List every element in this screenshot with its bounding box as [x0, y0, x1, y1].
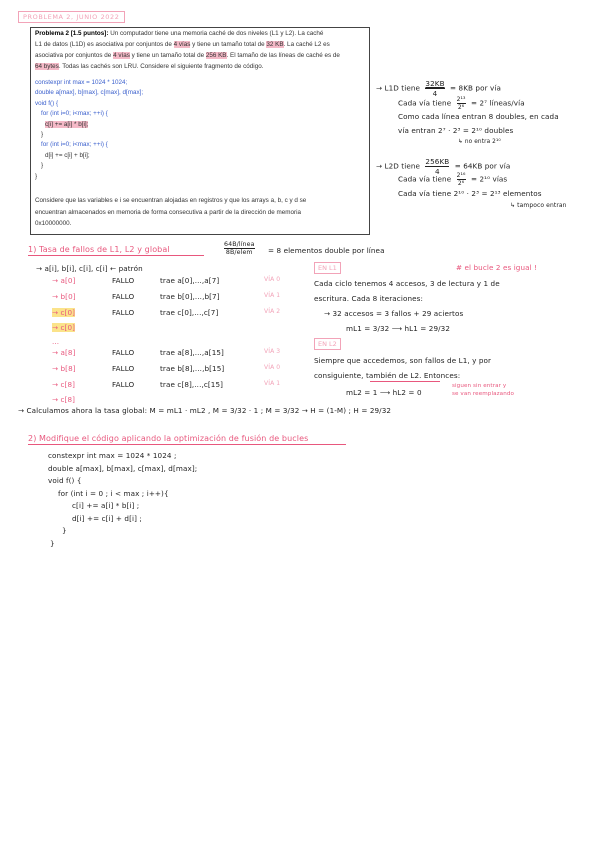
access-row	[52, 395, 302, 406]
access-row	[52, 308, 302, 319]
code-line: }	[50, 538, 55, 548]
access-row	[52, 323, 302, 334]
access-result: FALLO	[112, 292, 135, 301]
fraction-denominator: 2⁶	[457, 104, 465, 111]
l2-miss-rate: mL2 = 1 ⟶ hL2 = 0	[346, 388, 422, 397]
access-ref: → a[8]	[52, 348, 76, 357]
note-l2d-result: = 64KB por vía	[454, 161, 511, 171]
access-fetch: trae a[0],...,a[7]	[160, 276, 220, 285]
fraction-numerator: 2¹⁶	[456, 172, 466, 179]
section-1-underline	[28, 255, 204, 256]
problem-line-3-b: y tiene un tamaño total de	[129, 52, 206, 59]
code-line-text: c[i] += a[i] * b[i];	[45, 120, 89, 128]
section-1-fraction-result: = 8 elementos double por línea	[268, 246, 385, 255]
code-line: void f() {	[35, 99, 59, 107]
code-line: void f() {	[48, 476, 82, 485]
l2-text-1: Siempre que accedemos, son fallos de L1, y por	[314, 356, 492, 365]
code-line: }	[41, 131, 44, 139]
access-ref: → b[0]	[52, 292, 76, 301]
section-2-underline	[28, 444, 346, 445]
access-fetch: trae b[8],...,b[15]	[160, 364, 225, 373]
fraction-denominator: 4	[432, 89, 438, 98]
note-l2d-tampoco: ↳ tampoco entran	[510, 202, 567, 209]
access-row	[52, 292, 302, 303]
note-l2d-lines-per-way	[398, 172, 507, 187]
l1-text-1: Cada ciclo tenemos 4 accesos, 3 de lectura y 1 de	[314, 279, 500, 288]
fraction-denominator: 4	[435, 167, 440, 176]
code-line: for (int i=0; i<max; ++i) {	[41, 141, 108, 149]
problem-title: Problema 2 [1.5 puntos]:	[35, 30, 109, 37]
problem-line-1	[35, 29, 323, 39]
fraction-numerator: 64B/línea	[224, 241, 255, 248]
fraction-numerator: 32KB	[425, 79, 445, 88]
note-line: se van reemplazando	[452, 391, 515, 397]
access-fetch: trae c[0],...,c[7]	[160, 308, 219, 317]
access-result: FALLO	[112, 364, 135, 373]
problem-line-2-b: y tiene un tamaño total de	[190, 41, 267, 48]
code-line: d[i] += c[i] + b[i];	[45, 151, 90, 159]
access-ref: → c[8]	[52, 395, 76, 404]
code-line-highlighted	[35, 120, 143, 130]
problem-line-2-a: L1 de datos (L1D) es asociativa por conjuntos de	[35, 41, 174, 48]
note-l1d-no-entra: ↳ no entra 2¹⁰	[458, 139, 501, 145]
l1-text-2: escritura. Cada 8 iteraciones:	[314, 294, 423, 303]
code-line: }	[41, 162, 44, 170]
access-way: VÍA 0	[264, 276, 281, 283]
code-line: double a[max], b[max], c[max], d[max];	[48, 463, 198, 473]
access-ref: → c[0]	[52, 323, 76, 332]
access-result: FALLO	[112, 308, 135, 317]
global-rate: → Calculamos ahora la tasa global: M = mL1 · mL2 , M = 3/32 · 1 ; M = 3/32 → H = (1-M) ; H = 29/32	[18, 406, 392, 415]
bucle-note: # el bucle 2 es igual !	[456, 263, 538, 272]
note-l1d-doubles-line: Como cada línea entran 8 doubles, en cada	[398, 112, 559, 121]
note-l1d-result: = 8KB por vía	[450, 83, 501, 93]
l1-text-3: → 32 accesos = 3 fallos + 29 aciertos	[324, 309, 464, 318]
en-l2-tag: EN L2	[314, 338, 341, 350]
problem-line-4-rest: . Todas las cachés son LRU. Considere el siguiente fragmento de código.	[58, 63, 264, 70]
problem-line-2-c: . La caché L2 es	[283, 41, 330, 48]
fraction-numerator: 2¹³	[456, 96, 466, 103]
code-line: constexpr int max = 1024 * 1024;	[35, 79, 128, 86]
l2-side-note	[452, 382, 514, 398]
code-line: d[i] += c[i] + d[i] ;	[72, 513, 142, 523]
access-ref: → a[0]	[52, 276, 76, 285]
code-line: for (int i = 0 ; i < max ; i++){	[58, 488, 169, 498]
note-l2d-elements: Cada vía tiene 2¹⁰ · 2³ = 2¹³ elementos	[398, 189, 542, 198]
note-text: = 2⁷ líneas/vía	[470, 98, 525, 108]
problem-line-1-text: Un computador tiene una memoria caché de dos niveles (L1 y L2). La caché	[108, 30, 324, 37]
l2-underline	[370, 381, 440, 382]
access-row	[52, 380, 302, 391]
highlight-l1-ways: 4 vías	[173, 41, 191, 48]
problem-line-3	[35, 51, 340, 61]
l1-miss-rate: mL1 = 3/32 ⟶ hL1 = 29/32	[346, 324, 451, 333]
note-l2d-label: → L2D tiene	[376, 161, 421, 171]
fraction-denominator: 2⁶	[457, 180, 465, 187]
note-text: = 2¹⁰ vías	[470, 174, 508, 184]
l2-text-2: consiguiente, también de L2. Entonces:	[314, 371, 461, 380]
access-result: FALLO	[112, 380, 135, 389]
note-line: siguen sin entrar y	[452, 383, 507, 389]
problem-statement-box	[30, 27, 370, 235]
access-result: FALLO	[112, 348, 135, 357]
note-l1d-lines-per-way	[398, 96, 525, 111]
code-line: constexpr int max = 1024 * 1024 ;	[48, 451, 177, 460]
problem-code-block	[35, 78, 143, 182]
code-line: }	[62, 526, 67, 535]
access-fetch: trae a[8],...,a[15]	[160, 348, 224, 357]
header-tag: PROBLEMA 2, JUNIO 2022	[18, 11, 125, 23]
access-way: VÍA 2	[264, 308, 281, 315]
problem-footer-1: Considere que las variables e i se encuentran alojadas en registros y que los arrays a, b, c y d se	[35, 197, 307, 204]
access-row	[52, 348, 302, 359]
code-line: double a[max], b[max], c[max], d[max];	[35, 89, 144, 97]
code-line: }	[35, 172, 38, 180]
problem-line-2	[35, 40, 330, 50]
note-text: Cada vía tiene	[398, 174, 452, 184]
section-2-code	[48, 450, 197, 550]
access-ref: → b[8]	[52, 364, 76, 373]
access-ref: → c[8]	[52, 380, 76, 389]
access-ref: ...	[52, 337, 60, 346]
fraction-l1d-lines	[457, 96, 466, 111]
access-result: FALLO	[112, 276, 135, 285]
access-way: VÍA 0	[264, 364, 281, 371]
access-row	[52, 276, 302, 287]
code-line: c[i] += a[i] * b[i] ;	[72, 501, 140, 510]
code-line: for (int i=0; i<max; ++i) {	[41, 110, 108, 118]
fraction-l2d-lines	[457, 172, 466, 187]
section-2-title: 2) Modifique el código aplicando la optimización de fusión de bucles	[28, 434, 309, 443]
fraction-numerator: 256KB	[425, 157, 450, 166]
problem-footer-2: encuentran almacenados en memoria de forma consecutiva a partir de la dirección de memoria	[35, 209, 302, 216]
access-pattern: → a[i], b[i], c[i], c[i] ← patrón	[36, 264, 143, 273]
access-row	[52, 364, 302, 375]
access-fetch: trae c[8],...,c[15]	[160, 380, 224, 389]
access-way: VÍA 3	[264, 348, 281, 355]
problem-line-3-a: asociativa por conjuntos de	[35, 52, 114, 59]
section-1-fraction	[224, 241, 255, 256]
access-way: VÍA 1	[264, 380, 281, 387]
highlight-l2-ways: 4 vías	[113, 52, 130, 59]
section-1-title: 1) Tasa de fallos de L1, L2 y global	[28, 245, 170, 254]
en-l1-tag: EN L1	[314, 262, 341, 274]
access-row	[52, 337, 302, 348]
highlight-l2-size: 256 KB	[205, 52, 227, 59]
highlight-l1-size: 32 KB	[266, 41, 284, 48]
note-text: no entra 2¹⁰	[464, 139, 501, 145]
access-ref: → c[0]	[52, 308, 76, 317]
note-text: tampoco entran	[517, 202, 567, 209]
problem-line-3-c: . El tamaño de las líneas de caché es de	[226, 52, 340, 59]
note-l1d-doubles-per-way: vía entran 2⁷ · 2³ = 2¹⁰ doubles	[398, 126, 514, 135]
note-text: Cada vía tiene	[398, 98, 452, 108]
problem-line-4	[35, 62, 263, 72]
fraction-denominator: 8B/elem	[225, 249, 253, 256]
highlight-line-size: 64 bytes	[35, 63, 59, 70]
problem-footer-3: 0x10000000.	[35, 220, 72, 227]
access-fetch: trae b[0],...,b[7]	[160, 292, 220, 301]
access-way: VÍA 1	[264, 292, 281, 299]
note-l1d-label: → L1D tiene	[376, 83, 421, 93]
